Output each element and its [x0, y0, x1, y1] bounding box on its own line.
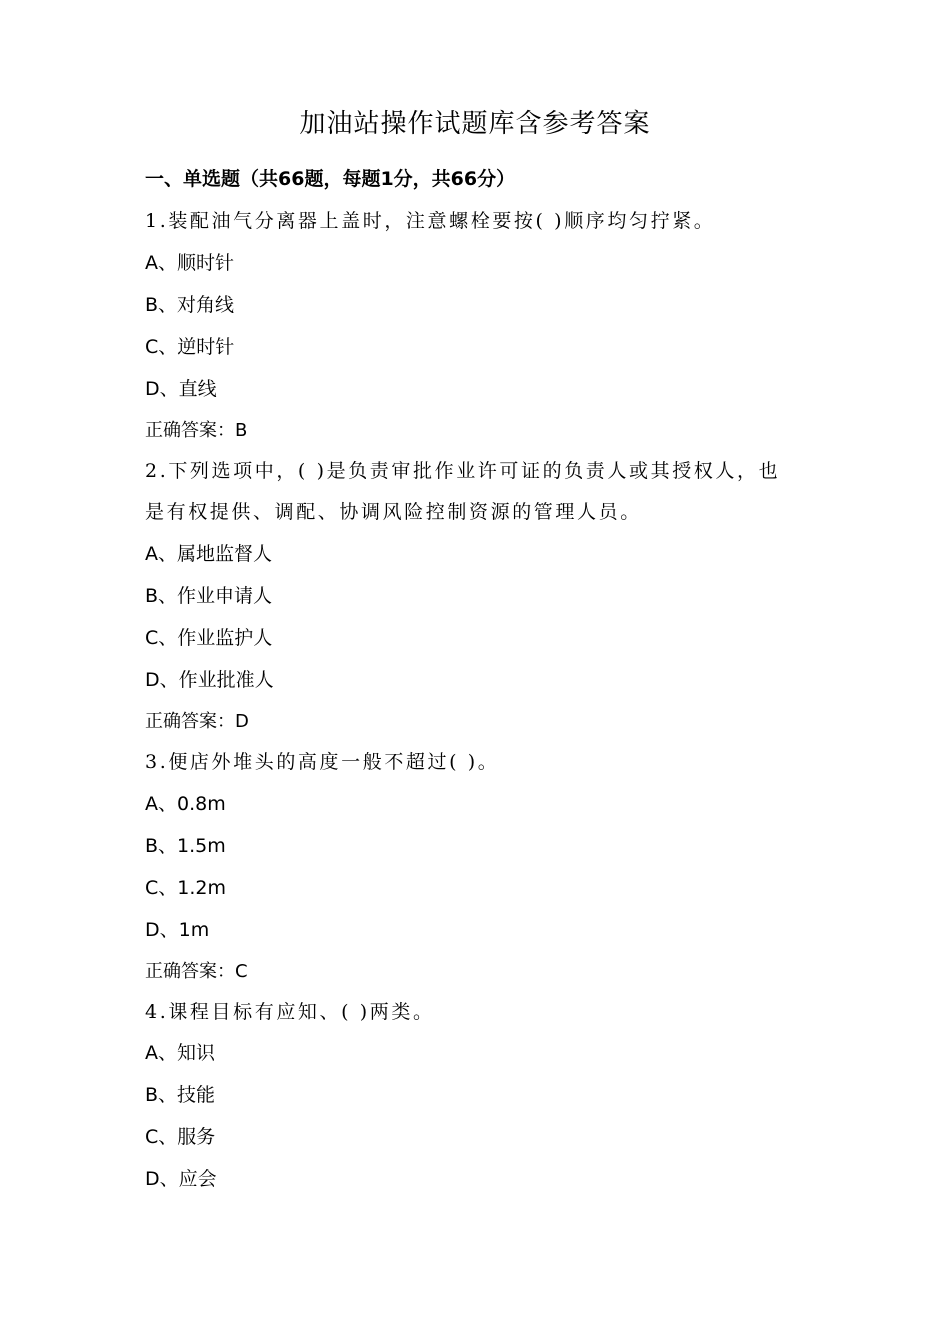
question-3-option-d: D、1m: [145, 919, 210, 941]
question-3-option-a: A、0.8m: [145, 793, 226, 815]
question-1-stem: 1.装配油气分离器上盖时，注意螺栓要按( )顺序均匀拧紧。: [145, 210, 716, 232]
question-4-option-b: B、技能: [145, 1084, 216, 1106]
section-heading: 一、单选题（共66题，每题1分，共66分）: [145, 168, 516, 190]
question-3-option-b: B、1.5m: [145, 835, 226, 857]
question-4-stem: 4.课程目标有应知、( )两类。: [145, 1001, 435, 1023]
question-2-option-a: A、属地监督人: [145, 543, 272, 565]
question-1-option-b: B、对角线: [145, 294, 235, 316]
question-3-option-c: C、1.2m: [145, 877, 226, 899]
question-2-stem-line-2: 是有权提供、调配、协调风险控制资源的管理人员。: [145, 501, 642, 523]
question-3-answer: 正确答案：C: [145, 961, 248, 982]
question-1-option-d: D、直线: [145, 378, 217, 400]
question-4-option-a: A、知识: [145, 1042, 215, 1064]
question-3-stem: 3.便店外堆头的高度一般不超过( )。: [145, 751, 500, 773]
question-4-option-d: D、应会: [145, 1168, 217, 1190]
question-1-option-a: A、顺时针: [145, 252, 234, 274]
question-2-answer: 正确答案：D: [145, 711, 249, 732]
question-1-option-c: C、逆时针: [145, 336, 235, 358]
question-2-stem-line-1: 2.下列选项中，( )是负责审批作业许可证的负责人或其授权人，也: [145, 460, 781, 482]
question-2-option-b: B、作业申请人: [145, 585, 273, 607]
question-4-option-c: C、服务: [145, 1126, 216, 1148]
question-1-answer: 正确答案：B: [145, 420, 248, 441]
document-title: 加油站操作试题库含参考答案: [299, 109, 651, 139]
question-2-option-d: D、作业批准人: [145, 669, 274, 691]
question-2-option-c: C、作业监护人: [145, 627, 273, 649]
